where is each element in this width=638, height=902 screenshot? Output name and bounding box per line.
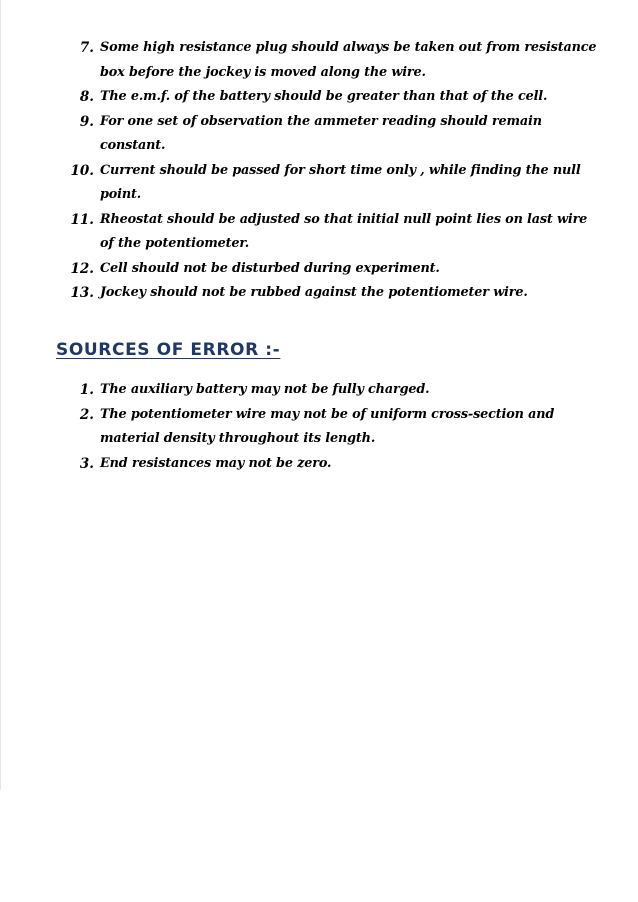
item-text: Current should be passed for short time only , while finding the null point. [100, 162, 581, 202]
item-number: 1. [79, 382, 94, 398]
section-heading-sources-of-error: SOURCES OF ERROR :- [56, 340, 281, 360]
item-text: Some high resistance plug should always be taken out from resistance box before the jockey is moved along the wire. [100, 40, 597, 80]
item-number: 13. [70, 285, 94, 301]
item-text: The potentiometer wire may not be of uniform cross-section and material density throughout its length. [100, 406, 555, 446]
item-number: 11. [70, 211, 94, 228]
list-item [60, 110, 600, 159]
item-number: 9. [79, 113, 94, 130]
list-item [60, 85, 600, 110]
page-edge-divider [0, 0, 1, 790]
item-text: The e.m.f. of the battery should be greater than that of the cell. [100, 89, 548, 104]
item-number: 7. [79, 40, 94, 56]
sources-of-error-list [60, 378, 600, 476]
list-item [60, 257, 600, 282]
item-text: The auxiliary battery may not be fully charged. [100, 382, 430, 397]
item-number: 3. [79, 455, 94, 472]
list-item [60, 378, 600, 403]
item-text: Jockey should not be rubbed against the potentiometer wire. [100, 285, 528, 300]
item-number: 12. [70, 260, 94, 277]
item-number: 10. [70, 162, 94, 179]
list-item [60, 208, 600, 257]
list-item [60, 36, 600, 85]
item-number: 8. [79, 89, 94, 105]
list-item [60, 452, 600, 477]
precautions-list [60, 36, 600, 306]
item-text: Rheostat should be adjusted so that initial null point lies on last wire of the potentiometer. [100, 211, 588, 251]
list-item [60, 281, 600, 306]
item-text: Cell should not be disturbed during experiment. [100, 260, 440, 276]
item-text: For one set of observation the ammeter reading should remain constant. [100, 113, 542, 153]
list-item [60, 403, 600, 452]
item-text: End resistances may not be zero. [100, 455, 332, 471]
item-number: 2. [79, 406, 94, 423]
list-item [60, 159, 600, 208]
